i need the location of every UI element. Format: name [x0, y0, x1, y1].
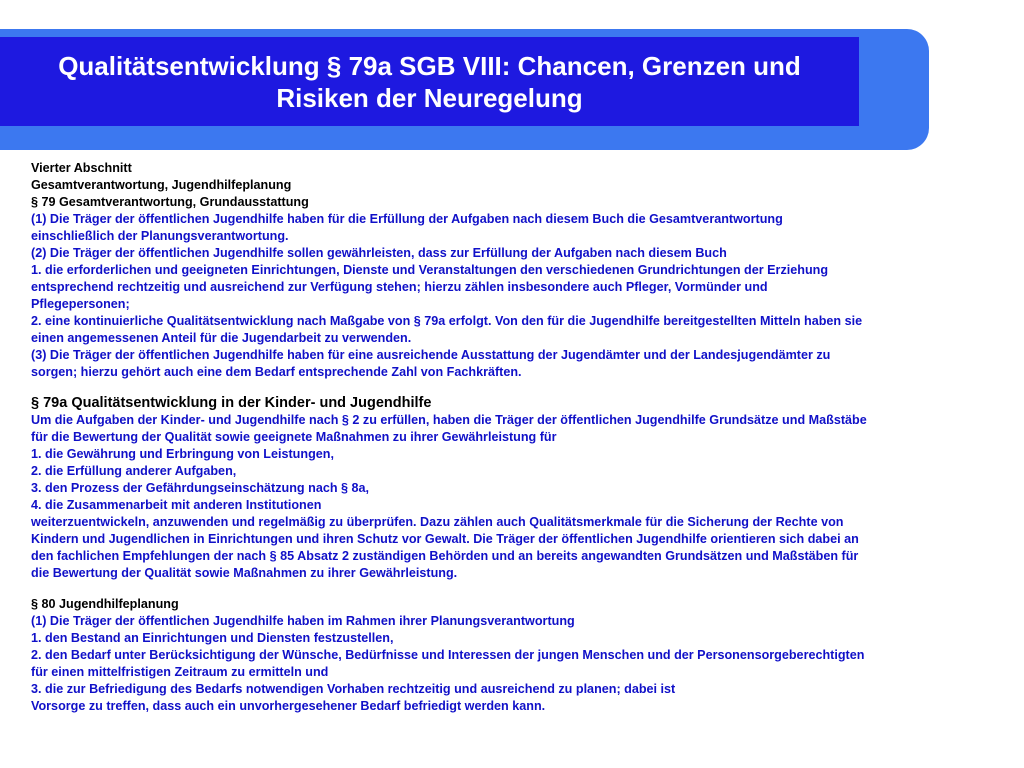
text-line: Um die Aufgaben der Kinder- und Jugendhilfe nach § 2 zu erfüllen, haben die Träger der öffentlichen Jugendhilfe Grundsätze und Maßstäbe — [31, 413, 867, 427]
slide-body — [31, 160, 999, 715]
text-line: 2. den Bedarf unter Berücksichtigung der Wünsche, Bedürfnisse und Interessen der jungen Menschen und der Personensorgeberechtigten — [31, 648, 865, 662]
text-line: die Bewertung der Qualität sowie Maßnahmen zu ihrer Gewährleistung. — [31, 566, 458, 580]
section-79-heading: § 79 Gesamtverantwortung, Grundausstattung — [31, 195, 309, 209]
text-line: entsprechend rechtzeitig und ausreichend zur Verfügung stehen; hierzu zählen insbesondere auch Pfleger, Vormünder und — [31, 280, 768, 294]
section-79a-heading: § 79a Qualitätsentwicklung in der Kinder- und Jugendhilfe — [31, 395, 432, 411]
text-line: 3. die zur Befriedigung des Bedarfs notwendigen Vorhaben rechtzeitig und ausreichend zu planen; dabei ist — [31, 682, 676, 696]
section-80 — [31, 596, 999, 715]
text-line: für einen mittelfristigen Zeitraum zu ermitteln und — [31, 665, 329, 679]
text-line: 1. die erforderlichen und geeigneten Einrichtungen, Dienste und Veranstaltungen den verschiedenen Grundrichtungen der Erziehung — [31, 263, 829, 277]
text-line: 3. den Prozess der Gefährdungseinschätzung nach § 8a, — [31, 481, 370, 495]
text-line: für die Bewertung der Qualität sowie geeignete Maßnahmen zu ihrer Gewährleistung für — [31, 430, 557, 444]
text-line: sorgen; hierzu gehört auch eine dem Bedarf entsprechende Zahl von Fachkräften. — [31, 365, 522, 379]
text-line: Vorsorge zu treffen, dass auch ein unvorhergesehener Bedarf befriedigt werden kann. — [31, 699, 546, 713]
spacer — [31, 381, 999, 395]
text-line: 1. die Gewährung und Erbringung von Leistungen, — [31, 447, 334, 461]
section-label: Vierter Abschnitt — [31, 161, 132, 175]
slide-title — [58, 50, 801, 114]
text-line: einen angemessenen Anteil für die Jugendarbeit zu verwenden. — [31, 331, 412, 345]
text-line: Kindern und Jugendlichen in Einrichtungen und ihren Schutz vor Gewalt. Die Träger der öffentlichen Jugendhilfe orientieren sich dabei an — [31, 532, 859, 546]
text-line: 2. eine kontinuierliche Qualitätsentwicklung nach Maßgabe von § 79a erfolgt. Von den für die Jugendhilfe bereitgestellten Mitteln haben sie — [31, 314, 863, 328]
text-line: (1) Die Träger der öffentlichen Jugendhilfe haben für die Erfüllung der Aufgaben nach diesem Buch die Gesamtverantwortung — [31, 212, 783, 226]
slide-title-line-2: Risiken der Neuregelung — [276, 82, 583, 113]
text-line: (3) Die Träger der öffentlichen Jugendhilfe haben für eine ausreichende Ausstattung der Jugendämter und der Landesjugendämter zu — [31, 348, 831, 362]
text-line: (2) Die Träger der öffentlichen Jugendhilfe sollen gewährleisten, dass zur Erfüllung der Aufgaben nach diesem Buch — [31, 246, 727, 260]
text-line: den fachlichen Empfehlungen der nach § 85 Absatz 2 zuständigen Behörden und an bereits angewandten Grundsätzen und Maßstäben für — [31, 549, 859, 563]
section-subtitle: Gesamtverantwortung, Jugendhilfeplanung — [31, 178, 292, 192]
text-line: weiterzuentwickeln, anzuwenden und regelmäßig zu überprüfen. Dazu zählen auch Qualitätsmerkmale für die Sicherung der Rechte von — [31, 515, 844, 529]
text-line: einschließlich der Planungsverantwortung. — [31, 229, 289, 243]
section-80-heading: § 80 Jugendhilfeplanung — [31, 597, 179, 611]
slide-title-line-1: Qualitätsentwicklung § 79a SGB VIII: Chancen, Grenzen und — [58, 50, 801, 81]
section-79 — [31, 160, 999, 381]
section-79a — [31, 395, 999, 582]
spacer — [31, 582, 999, 596]
text-line: (1) Die Träger der öffentlichen Jugendhilfe haben im Rahmen ihrer Planungsverantwortung — [31, 614, 575, 628]
title-box — [0, 37, 859, 126]
text-line: 1. den Bestand an Einrichtungen und Diensten festzustellen, — [31, 631, 394, 645]
text-line: Pflegepersonen; — [31, 297, 130, 311]
text-line: 4. die Zusammenarbeit mit anderen Institutionen — [31, 498, 322, 512]
text-line: 2. die Erfüllung anderer Aufgaben, — [31, 464, 237, 478]
